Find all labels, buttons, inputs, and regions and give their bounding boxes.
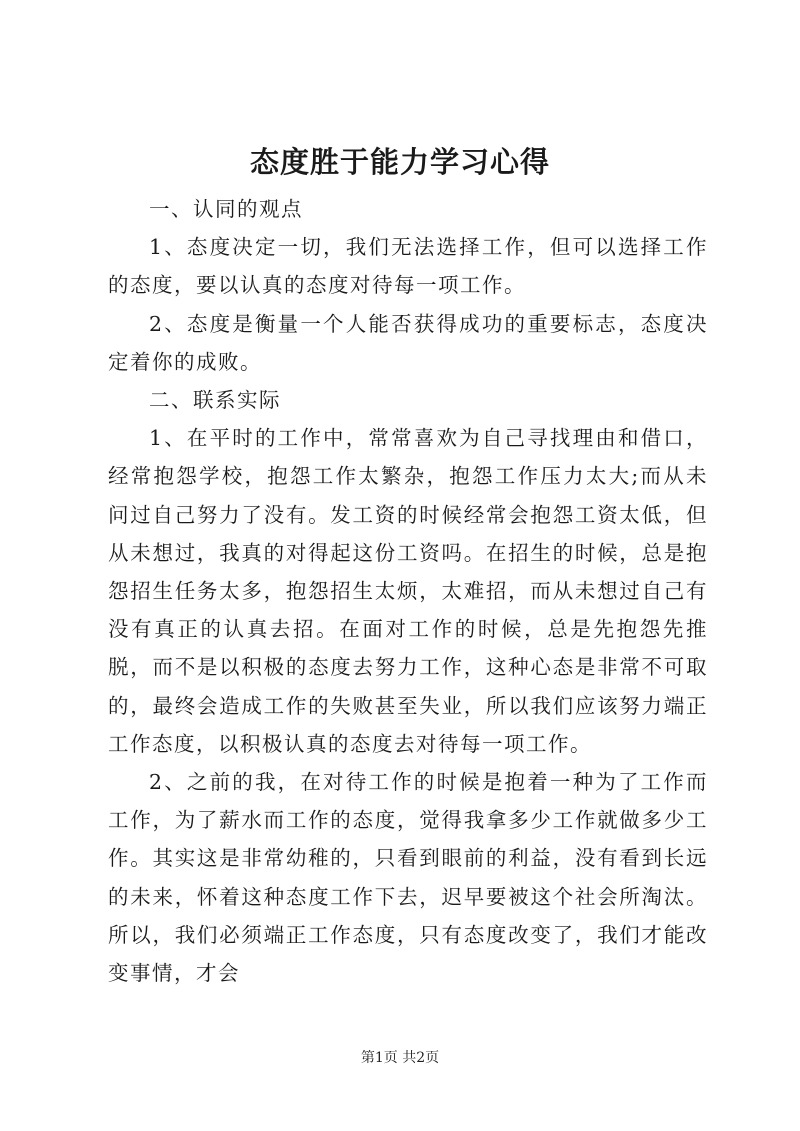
section-heading-1: 一、认同的观点 [149,197,303,221]
paragraph: 2、态度是衡量一个人能否获得成功的重要标志，态度决定着你的成败。 [108,311,708,374]
paragraph: 1、在平时的工作中，常常喜欢为自己寻找理由和借口，经常抱怨学校，抱怨工作太繁杂，抱怨工作压力太大;而从未问过自己努力了没有。发工资的时候经常会抱怨工资太低，但从未想过，我真的对得起这份工资吗。在招生的时候，总是抱怨招生任务太多，抱怨招生太烦，太难招，而从未想过自己有没有真正的认真去招。在面对工作的时候，总是先抱怨先推脱，而不是以积极的态度去努力工作，这种心态是非常不可取的，最终会造成工作的失败甚至失业，所以我们应该努力端正工作态度，以积极认真的态度去对待每一项工作。 [108,426,708,756]
document-body [108,190,708,992]
paragraph: 2、之前的我，在对待工作的时候是抱着一种为了工作而工作，为了薪水而工作的态度，觉得我拿多少工作就做多少工作。其实这是非常幼稚的，只看到眼前的利益，没有看到长远的未来，怀着这种态度工作下去，迟早要被这个社会所淘汰。所以，我们必须端正工作态度，只有态度改变了，我们才能改变事情，才会 [108,770,708,986]
paragraph: 1、态度决定一切，我们无法选择工作，但可以选择工作的态度，要以认真的态度对待每一项工作。 [108,235,708,298]
page-footer: 第1页 共2页 [360,1050,440,1066]
page-title: 态度胜于能力学习心得 [249,145,550,179]
section-heading-2: 二、联系实际 [149,388,281,413]
